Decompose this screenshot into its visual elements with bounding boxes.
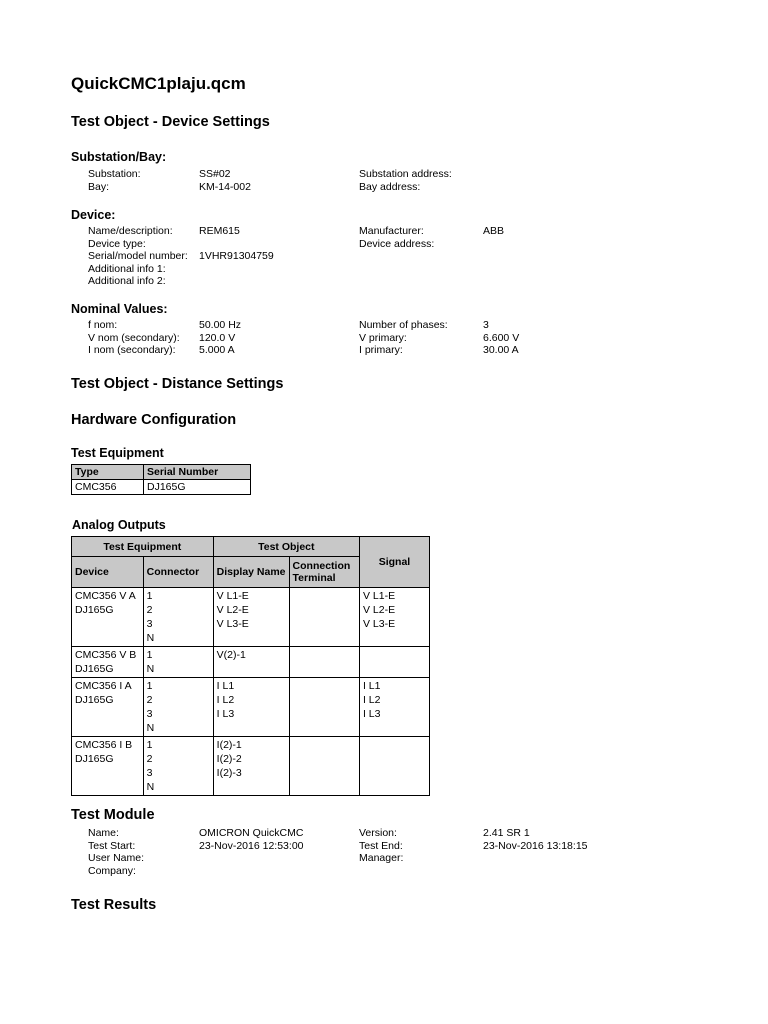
cell-line: I L1 bbox=[362, 680, 381, 692]
cell-signal bbox=[359, 588, 429, 647]
field-text bbox=[483, 852, 588, 865]
nominal-values-values bbox=[199, 319, 241, 357]
field-text: 1VHR91304759 bbox=[199, 250, 274, 262]
test-module-values bbox=[199, 827, 304, 877]
cell-device bbox=[72, 737, 144, 796]
field-text: V nom (secondary): bbox=[88, 331, 180, 344]
field-text: Test End: bbox=[359, 839, 403, 852]
cell-line: 1 bbox=[146, 680, 153, 692]
cell-line: N bbox=[146, 632, 155, 644]
cell-display-name bbox=[213, 588, 289, 647]
field-text: Version: bbox=[359, 827, 397, 839]
cell-connection-terminal bbox=[289, 678, 359, 737]
field-text: 3 bbox=[483, 319, 489, 331]
section-heading-distance-settings: Test Object - Distance Settings bbox=[71, 376, 284, 392]
cell-connector bbox=[143, 588, 213, 647]
column-header-type: Type bbox=[72, 465, 144, 480]
field-text: Device type: bbox=[88, 237, 146, 250]
field-text: I primary: bbox=[359, 344, 403, 356]
device-heading: Device: bbox=[71, 208, 116, 222]
test-module-right-values bbox=[483, 827, 588, 865]
cell-line: I(2)-1 bbox=[216, 739, 242, 751]
field-text: 23-Nov-2016 12:53:00 bbox=[199, 839, 304, 852]
field-text: Serial/model number: bbox=[88, 250, 188, 262]
field-text: Number of phases: bbox=[359, 319, 448, 331]
cell-connector bbox=[143, 678, 213, 737]
device-right-labels bbox=[359, 225, 434, 250]
cell-line: 1 bbox=[146, 649, 153, 661]
table-row bbox=[72, 678, 430, 737]
substation-bay-labels bbox=[88, 168, 141, 193]
field-text: 30.00 A bbox=[483, 344, 519, 356]
field-text bbox=[199, 275, 274, 288]
cell-line: V L3-E bbox=[362, 618, 396, 630]
device-values bbox=[199, 225, 274, 288]
field-text: Manufacturer: bbox=[359, 225, 424, 237]
cell-device bbox=[72, 647, 144, 678]
cell-connection-terminal bbox=[289, 588, 359, 647]
cell-device bbox=[72, 588, 144, 647]
cell-connector bbox=[143, 647, 213, 678]
field-text: ABB bbox=[483, 225, 505, 237]
field-text: 23-Nov-2016 13:18:15 bbox=[483, 839, 588, 852]
field-text: Test Start: bbox=[88, 839, 136, 852]
cell-line: V L2-E bbox=[362, 604, 396, 616]
cell-display-name bbox=[213, 678, 289, 737]
cell-line: I(2)-3 bbox=[216, 767, 242, 779]
cell-line: V L2-E bbox=[216, 604, 249, 616]
field-text: SS#02 bbox=[199, 168, 231, 180]
field-text bbox=[483, 238, 504, 251]
field-text: 120.0 V bbox=[199, 331, 236, 344]
cell-line: 2 bbox=[146, 753, 153, 765]
substation-bay-address-labels bbox=[359, 168, 452, 193]
cell-line: DJ165G bbox=[75, 604, 114, 616]
cell-line: I(2)-2 bbox=[216, 753, 242, 765]
field-text: Substation: bbox=[88, 168, 141, 180]
field-text: Bay address: bbox=[359, 180, 421, 193]
nominal-values-heading: Nominal Values: bbox=[71, 302, 168, 316]
cell-line: 3 bbox=[146, 618, 153, 630]
cell-line: CMC356 V A bbox=[75, 590, 136, 602]
cell-line: V L1-E bbox=[362, 590, 396, 602]
field-text bbox=[199, 263, 274, 276]
cell-connection-terminal bbox=[289, 737, 359, 796]
cell-line: DJ165G bbox=[75, 694, 114, 706]
field-text: 50.00 Hz bbox=[199, 319, 242, 331]
cell-line: I L2 bbox=[362, 694, 381, 706]
column-header-connection-terminal: Connection Terminal bbox=[289, 557, 359, 588]
cell-line: CMC356 V B bbox=[75, 649, 137, 661]
document-title: QuickCMC1plaju.qcm bbox=[71, 74, 246, 93]
cell-signal bbox=[359, 737, 429, 796]
device-labels bbox=[88, 225, 188, 288]
field-text: Additional info 2: bbox=[88, 275, 166, 287]
substation-bay-heading: Substation/Bay: bbox=[71, 150, 167, 164]
section-heading-hardware-config: Hardware Configuration bbox=[71, 412, 237, 428]
cell-line: CMC356 I A bbox=[75, 680, 132, 692]
field-text bbox=[199, 238, 274, 251]
cell-line: 1 bbox=[146, 739, 153, 751]
table-row bbox=[72, 647, 430, 678]
cell-line: CMC356 I B bbox=[75, 739, 133, 751]
cell-line: I L3 bbox=[216, 708, 235, 720]
field-text: V primary: bbox=[359, 331, 407, 344]
section-heading-test-module: Test Module bbox=[71, 807, 155, 823]
column-header-display-name: Display Name bbox=[213, 557, 289, 588]
cell-line: 2 bbox=[146, 694, 153, 706]
field-text: User Name: bbox=[88, 852, 145, 864]
field-text: 2.41 SR 1 bbox=[483, 827, 530, 839]
analog-outputs-table bbox=[71, 536, 430, 796]
cell-line: V L3-E bbox=[216, 618, 249, 630]
cell-line: 2 bbox=[146, 604, 153, 616]
table-row bbox=[72, 737, 430, 796]
field-text: Name/description: bbox=[88, 225, 173, 237]
column-header-device: Device bbox=[72, 557, 144, 588]
substation-bay-values bbox=[199, 168, 251, 193]
cell-signal bbox=[359, 678, 429, 737]
cell-line: 3 bbox=[146, 767, 153, 779]
table-row bbox=[72, 480, 251, 495]
cell-type: CMC356 bbox=[72, 480, 144, 495]
field-text: OMICRON QuickCMC bbox=[199, 827, 304, 839]
nominal-values-labels bbox=[88, 319, 180, 357]
column-header-signal: Signal bbox=[359, 537, 429, 588]
test-module-right-labels bbox=[359, 827, 403, 865]
cell-signal bbox=[359, 647, 429, 678]
section-heading-device-settings: Test Object - Device Settings bbox=[71, 114, 270, 130]
cell-line: N bbox=[146, 663, 155, 675]
cell-line: N bbox=[146, 722, 155, 734]
cell-line: I L2 bbox=[216, 694, 235, 706]
cell-device bbox=[72, 678, 144, 737]
field-text: Name: bbox=[88, 827, 119, 839]
analog-outputs-heading: Analog Outputs bbox=[72, 518, 166, 532]
field-text bbox=[199, 865, 304, 878]
cell-line: I L1 bbox=[216, 680, 235, 692]
cell-line: DJ165G bbox=[75, 663, 114, 675]
cell-line: DJ165G bbox=[75, 753, 114, 765]
cell-line: V L1-E bbox=[216, 590, 249, 602]
field-text: 6.600 V bbox=[483, 331, 520, 344]
test-equipment-heading: Test Equipment bbox=[71, 446, 164, 460]
table-row bbox=[72, 588, 430, 647]
field-text: 5.000 A bbox=[199, 344, 235, 356]
cell-line: 1 bbox=[146, 590, 153, 602]
field-text: Bay: bbox=[88, 180, 110, 193]
cell-line: 3 bbox=[146, 708, 153, 720]
cell-connector bbox=[143, 737, 213, 796]
cell-line: V(2)-1 bbox=[216, 649, 246, 661]
test-equipment-table bbox=[71, 464, 251, 495]
cell-display-name bbox=[213, 737, 289, 796]
cell-line: N bbox=[146, 781, 155, 793]
cell-display-name bbox=[213, 647, 289, 678]
group-header-test-equipment: Test Equipment bbox=[72, 537, 214, 557]
field-text: f nom: bbox=[88, 319, 118, 331]
cell-line: I L3 bbox=[362, 708, 381, 720]
field-text bbox=[199, 852, 304, 865]
nominal-values-right-labels bbox=[359, 319, 448, 357]
cell-connection-terminal bbox=[289, 647, 359, 678]
field-text: Manager: bbox=[359, 852, 404, 864]
field-text: Substation address: bbox=[359, 168, 452, 180]
test-module-labels bbox=[88, 827, 144, 877]
column-header-serial-number: Serial Number bbox=[144, 465, 251, 480]
group-header-test-object: Test Object bbox=[213, 537, 359, 557]
cell-serial-number: DJ165G bbox=[144, 480, 251, 495]
field-text: Company: bbox=[88, 864, 136, 877]
nominal-values-right-values bbox=[483, 319, 519, 357]
field-text: KM-14-002 bbox=[199, 180, 251, 193]
field-text: Additional info 1: bbox=[88, 262, 166, 275]
field-text: Device address: bbox=[359, 237, 435, 250]
device-right-values bbox=[483, 225, 504, 250]
column-header-connector: Connector bbox=[143, 557, 213, 588]
section-heading-test-results: Test Results bbox=[71, 897, 157, 913]
field-text: REM615 bbox=[199, 225, 240, 237]
field-text: I nom (secondary): bbox=[88, 344, 176, 356]
